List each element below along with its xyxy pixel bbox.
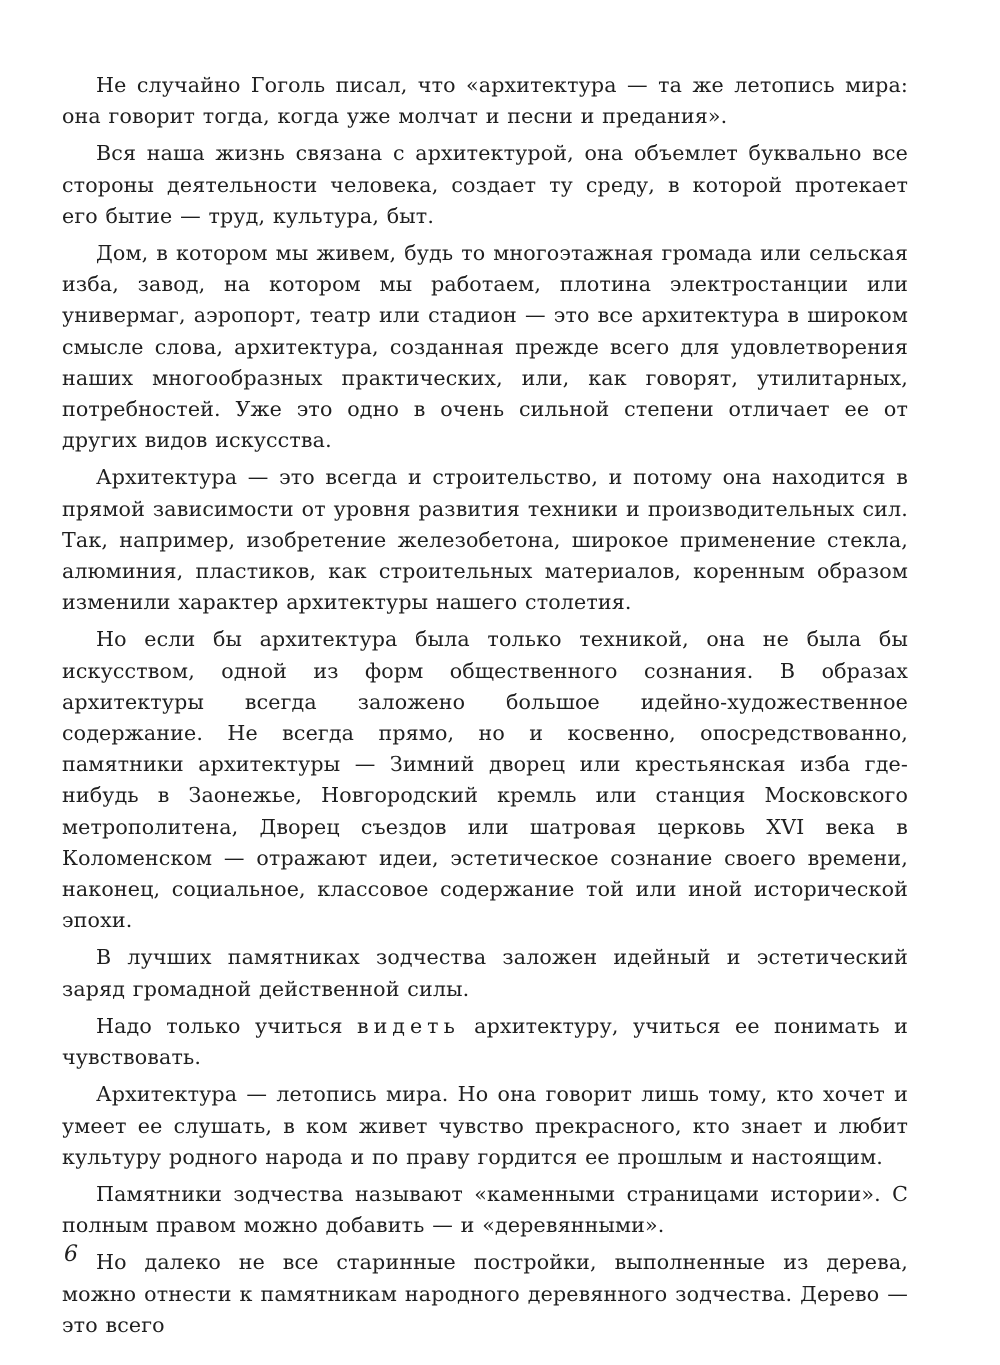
paragraph-buildings: Дом, в котором мы живем, будь то многоэтажная громада или сельская изба, завод, на котором мы работаем, плотина электростанции или универмаг, аэропорт, театр или стадион — это все архитектура в широком смысле слова, архитектура, созданная прежде всего для удовлетворения наших многообразных практических, или, как говорят, утилитарных, потребностей. Уже это одно в очень сильной степени отличает ее от других видов искусства. [62,241,908,453]
paragraph-ideological-charge: В лучших памятниках зодчества заложен идейный и эстетический заряд громадной действенной силы. [62,945,908,1001]
paragraph-art-form: Но если бы архитектура была только техникой, она не была бы искусством, одной из форм общественного сознания. В образах архитектуры всегда заложено большое идейно-художественное содержание. Не всегда прямо, но и косвенно, опосредствованно, памятники архитектуры — Зимний дворец или крестьянская изба где-нибудь в Заонежье, Новгородский кремль или станция Московского метрополитена, Дворец съездов или шатровая церковь XVI века в Коломенском — отражают идеи, эстетическое сознание своего времени, наконец, социальное, классовое содержание той или иной исторической эпохи. [62,627,908,933]
emphasized-word: видеть [356,1013,460,1038]
text-before-emphasis: Надо только учиться [96,1013,357,1038]
page-number: 6 [64,1242,78,1267]
body-text [62,70,908,1347]
paragraph-stone-pages: Памятники зодчества называют «каменными страницами истории». С полным правом можно добавить — и «деревянными». [62,1181,908,1238]
paragraph-learn-to-see [62,1011,908,1073]
paragraph-wooden-buildings: Но далеко не все старинные постройки, выполненные из дерева, можно отнести к памятникам народного деревянного зодчества. Дерево — это всего [62,1250,908,1337]
paragraph-chronicle: Архитектура — летопись мира. Но она говорит лишь тому, кто хочет и умеет ее слушать, в ком живет чувство прекрасного, кто знает и любит культуру родного народа и по праву гордится ее прошлым и настоящим. [62,1082,908,1169]
paragraph-construction: Архитектура — это всегда и строительство, и потому она находится в прямой зависимости от уровня развития техники и производительных сил. Так, например, изобретение железобетона, широкое применение стекла, алюминия, пластиков, как строительных материалов, коренным образом изменили характер архитектуры нашего столетия. [62,465,908,615]
text-after-emphasis: архитектуру, учиться ее понимать и чувствовать. [62,1013,908,1070]
paragraph-gogol-quote: Не случайно Гоголь писал, что «архитектура — та же летопись мира: она говорит тогда, когда уже молчат и песни и предания». [62,73,908,129]
paragraph-life-and-architecture: Вся наша жизнь связана с архитектурой, она объемлет буквально все стороны деятельности человека, создает ту среду, в которой протекает его бытие — труд, культура, быт. [62,141,908,228]
